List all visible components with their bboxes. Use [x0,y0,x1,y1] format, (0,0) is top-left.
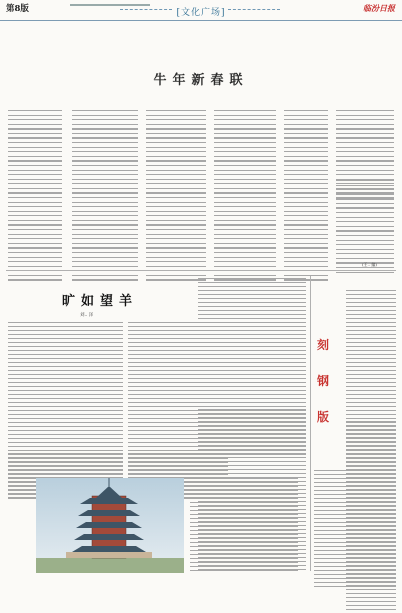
side-divider [310,276,311,571]
section-divider [6,270,396,271]
couplet-section-title: 牛年新春联 [153,73,249,88]
pagoda-photo [36,478,184,573]
section-title: [文化广场] [176,8,226,18]
essay-title: 旷如望羊 [62,294,139,309]
pagoda-icon [36,478,184,573]
essay-author: 刘.. 泽 [80,313,94,318]
page-number: 第8版 [6,4,29,14]
side-title-char-2: 钢 [316,374,329,388]
couplet-byline: (王.. 编) [362,262,377,267]
paper-logo: 临汾日报 [363,3,395,13]
side-title-char-1: 刻 [316,338,329,352]
side-title-char-3: 版 [316,410,329,424]
